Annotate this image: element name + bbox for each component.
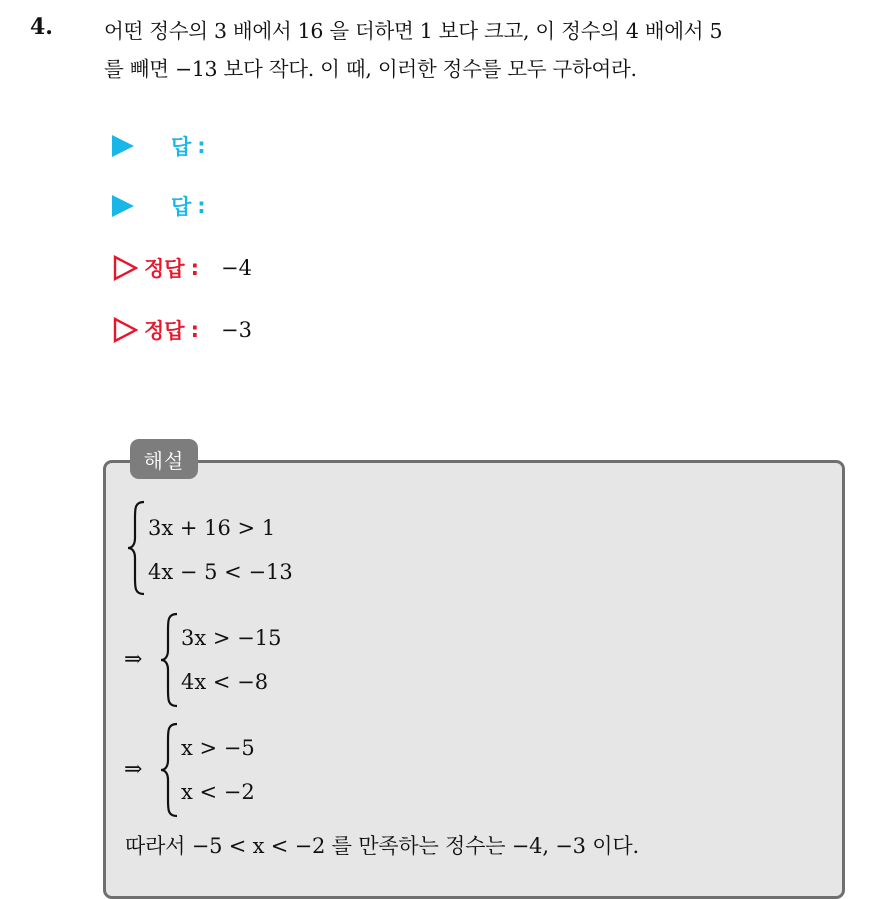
system2-line2: 4x < −8 (181, 670, 269, 694)
play-triangle-icon (112, 135, 134, 157)
correct-answer-label: 정답 (144, 257, 185, 281)
question-text (104, 12, 874, 88)
answer-row-1[interactable] (112, 128, 206, 164)
question-line-2: 를 빼면 −13 보다 작다. 이 때, 이러한 정수를 모두 구하여라. (104, 57, 637, 81)
correct-answer-value: −3 (220, 318, 252, 342)
implies-arrow: ⇒ (124, 757, 143, 782)
left-brace-icon (158, 612, 180, 708)
outline-triangle-icon (112, 255, 138, 281)
outline-triangle-icon (112, 317, 138, 343)
answer-colon: : (197, 134, 206, 158)
question-number: 4. (30, 14, 53, 40)
implies-arrow: ⇒ (124, 647, 143, 672)
answer-row-2[interactable] (112, 188, 206, 224)
conclusion-text: 따라서 −5 < x < −2 를 만족하는 정수는 −4, −3 이다. (125, 834, 639, 858)
system3-line2: x < −2 (181, 780, 255, 804)
answer-colon: : (197, 194, 206, 218)
explanation-tab: 해설 (130, 439, 198, 479)
correct-answer-row-1 (112, 250, 252, 286)
system2-line1: 3x > −15 (181, 626, 282, 650)
correct-answer-label: 정답 (144, 319, 185, 343)
play-triangle-icon (112, 195, 134, 217)
correct-answer-colon: : (190, 318, 199, 342)
correct-answer-colon: : (190, 256, 199, 280)
system3-line1: x > −5 (181, 736, 255, 760)
correct-answer-value: −4 (220, 256, 252, 280)
answer-label: 답 (171, 195, 192, 219)
question-line-1: 어떤 정수의 3 배에서 16 을 더하면 1 보다 크고, 이 정수의 4 배에서 5 (104, 19, 723, 43)
system1-line2: 4x − 5 < −13 (148, 560, 293, 584)
left-brace-icon (125, 500, 147, 596)
system1-line1: 3x + 16 > 1 (148, 516, 276, 540)
left-brace-icon (158, 722, 180, 818)
answer-label: 답 (171, 135, 192, 159)
correct-answer-row-2 (112, 312, 252, 348)
